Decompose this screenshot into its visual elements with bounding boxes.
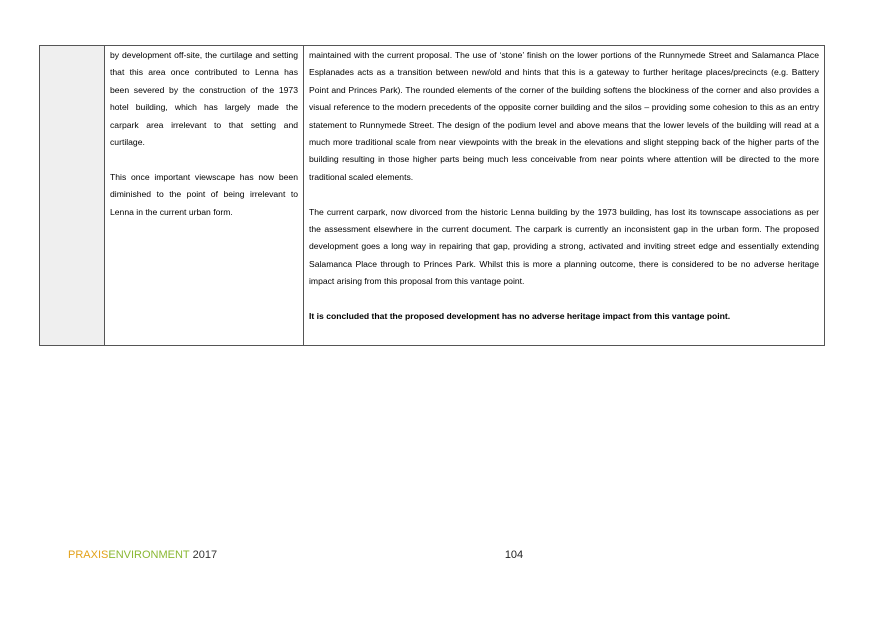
assessment-paragraph-1: maintained with the current proposal. The use of ‘stone’ finish on the lower portions of the Runnymede Street and Salamanca Place Esplanades acts as a transition between new/old and hints that this is a gateway to further heritage places/precincts (e.g. Battery Point and Princes Park). The rounded elements of the corner of the building softens the blockiness of the corner and also provides a visual reference to the modern precedents of the opposite corner building and the silos – providing some cohesion to this as an entry statement to Runnymede Street. The design of the podium level and above means that the lower levels of the building will read at a much more traditional scale from near viewpoints with the break in the elevations and slight stepping back of the higher parts of the building resulting in those higher parts being much less conceivable from near points where attention will be directed to the more traditional scaled elements. [309, 50, 819, 182]
assessment-conclusion: It is concluded that the proposed development has no adverse heritage impact from this vantage point. [309, 311, 731, 322]
footer-brand-praxis: PRAXIS [68, 549, 109, 561]
assessment-cell [304, 46, 825, 346]
existing-condition-cell [105, 46, 304, 346]
heritage-assessment-table [39, 45, 825, 346]
footer-year: 2017 [192, 549, 218, 561]
table-row [40, 46, 825, 346]
footer-brand [68, 548, 217, 562]
page-number: 104 [504, 549, 524, 561]
existing-condition-paragraph-2: This once important viewscape has now been diminished to the point of being irrelevant to Lenna in the current urban form. [110, 171, 298, 217]
existing-condition-paragraph-1: by development off-site, the curtilage and setting that this area once contributed to Lenna has been severed by the construction of the 1973 hotel building, which has largely made the carpark area irrelevant to that setting and curtilage. [110, 50, 298, 148]
assessment-text [309, 47, 819, 325]
existing-condition-text [110, 47, 298, 221]
footer-brand-environment: ENVIRONMENT [108, 549, 190, 561]
label-column-cell [40, 46, 105, 346]
assessment-paragraph-2: The current carpark, now divorced from the historic Lenna building by the 1973 building, has lost its townscape associations as per the assessment elsewhere in the current document. The carpark is currently an inconsistent gap in the urban form. The proposed development goes a long way in repairing that gap, providing a strong, activated and inviting street edge and essentially extending Salamanca Place through to Princes Park. Whilst this is more a planning outcome, there is considered to be no adverse heritage impact arising from this proposal from this vantage point. [309, 206, 819, 287]
